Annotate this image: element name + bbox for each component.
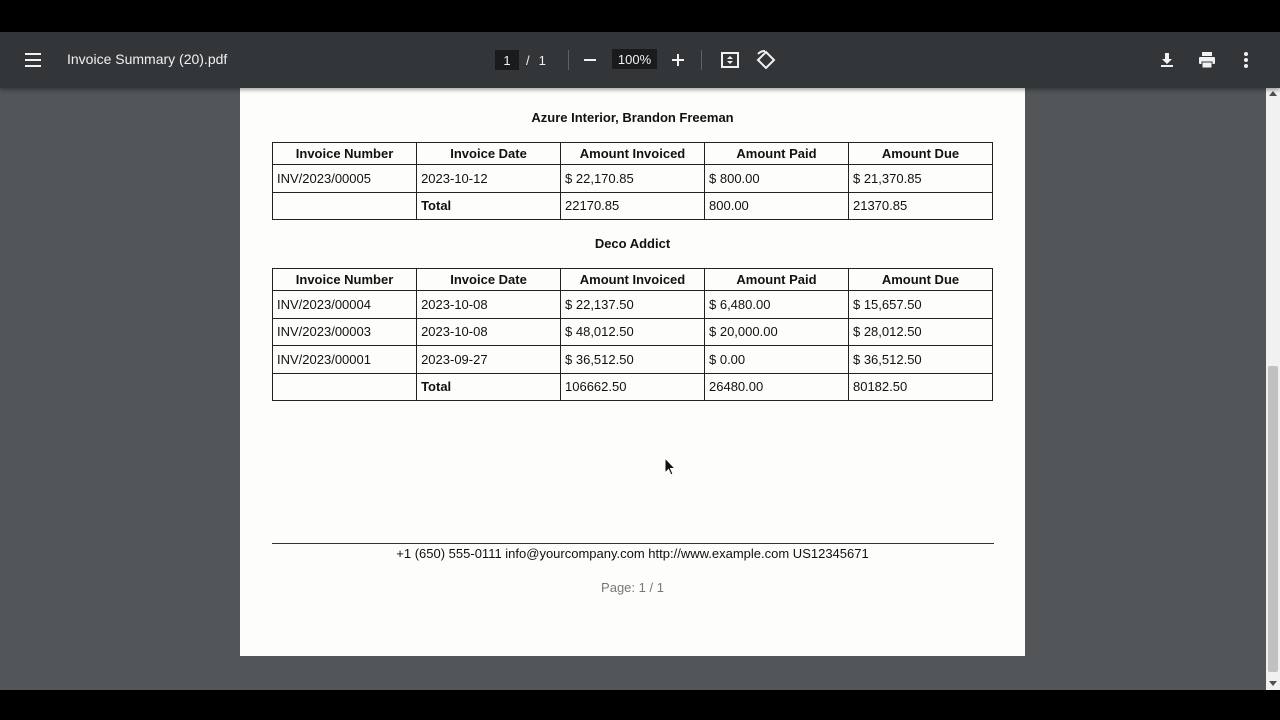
table-cell: $ 22,170.85 [561,165,705,193]
table-cell: $ 21,370.85 [848,165,992,193]
header-cell: Amount Paid [705,269,849,291]
more-vert-icon[interactable] [1234,48,1258,72]
header-cell: Amount Invoiced [561,143,705,165]
print-icon[interactable] [1195,48,1219,72]
table-header-row [273,143,993,165]
table-cell: $ 22,137.50 [561,291,705,319]
footer-contact: +1 (650) 555-0111 info@yourcompany.com http://www.example.com US12345671 [396,546,869,561]
menu-icon[interactable] [18,48,48,72]
table-row [273,346,993,374]
table-cell: $ 800.00 [705,165,849,193]
minus-icon[interactable] [578,48,602,72]
table-cell: $ 48,012.50 [561,318,705,346]
table-cell: $ 28,012.50 [848,318,992,346]
vertical-scrollbar[interactable] [1266,88,1280,690]
download-icon[interactable] [1155,48,1179,72]
table-cell: INV/2023/00004 [273,291,417,319]
total-label: Total [417,192,561,220]
table-cell: INV/2023/00001 [273,346,417,374]
page-navigation [495,48,546,72]
pdf-page [240,88,1025,656]
table-cell: 26480.00 [705,373,849,401]
table-cell: 80182.50 [848,373,992,401]
header-cell: Invoice Date [417,143,561,165]
invoice-table [272,142,993,220]
mouse-cursor-icon [664,457,676,477]
section-title: Azure Interior, Brandon Freeman [531,110,734,125]
table-cell: $ 15,657.50 [848,291,992,319]
pdf-viewer [0,88,1280,690]
toolbar-divider [568,50,569,70]
scroll-up-arrow-icon[interactable] [1269,91,1277,96]
table-cell: 2023-09-27 [417,346,561,374]
header-cell: Amount Due [848,143,992,165]
page-separator: / [526,52,530,68]
table-cell: INV/2023/00003 [273,318,417,346]
scroll-down-arrow-icon[interactable] [1269,681,1277,686]
table-cell [273,373,417,401]
table-header-row [273,269,993,291]
table-cell: 2023-10-12 [417,165,561,193]
table-row [273,318,993,346]
scroll-thumb[interactable] [1268,366,1278,672]
table-row [273,291,993,319]
plus-icon[interactable] [666,48,690,72]
table-cell: 106662.50 [561,373,705,401]
table-cell: $ 36,512.50 [848,346,992,374]
table-cell: $ 0.00 [705,346,849,374]
zoom-level-input[interactable] [612,49,657,69]
invoice-table [272,268,993,401]
table-cell: $ 20,000.00 [705,318,849,346]
footer-divider [272,543,994,544]
total-row [273,192,993,220]
document-title: Invoice Summary (20).pdf [67,51,228,67]
header-cell: Invoice Number [273,269,417,291]
table-cell: $ 6,480.00 [705,291,849,319]
table-cell: 2023-10-08 [417,291,561,319]
rotate-icon[interactable] [754,48,778,72]
header-cell: Amount Invoiced [561,269,705,291]
page-total: 1 [538,52,546,68]
header-cell: Amount Due [848,269,992,291]
table-cell: 800.00 [705,192,849,220]
fit-to-page-icon[interactable] [718,48,742,72]
footer-page-number: Page: 1 / 1 [601,580,664,595]
header-cell: Invoice Number [273,143,417,165]
bottom-black-bar [0,690,1280,720]
table-cell: 21370.85 [848,192,992,220]
total-row [273,373,993,401]
total-label: Total [417,373,561,401]
table-cell: INV/2023/00005 [273,165,417,193]
table-row [273,165,993,193]
table-cell: 22170.85 [561,192,705,220]
header-cell: Invoice Date [417,269,561,291]
page-number-input[interactable] [495,50,519,70]
toolbar-divider [701,50,702,70]
top-black-bar [0,0,1280,32]
table-cell: $ 36,512.50 [561,346,705,374]
header-cell: Amount Paid [705,143,849,165]
section-title: Deco Addict [594,236,671,251]
table-cell [273,192,417,220]
table-cell: 2023-10-08 [417,318,561,346]
